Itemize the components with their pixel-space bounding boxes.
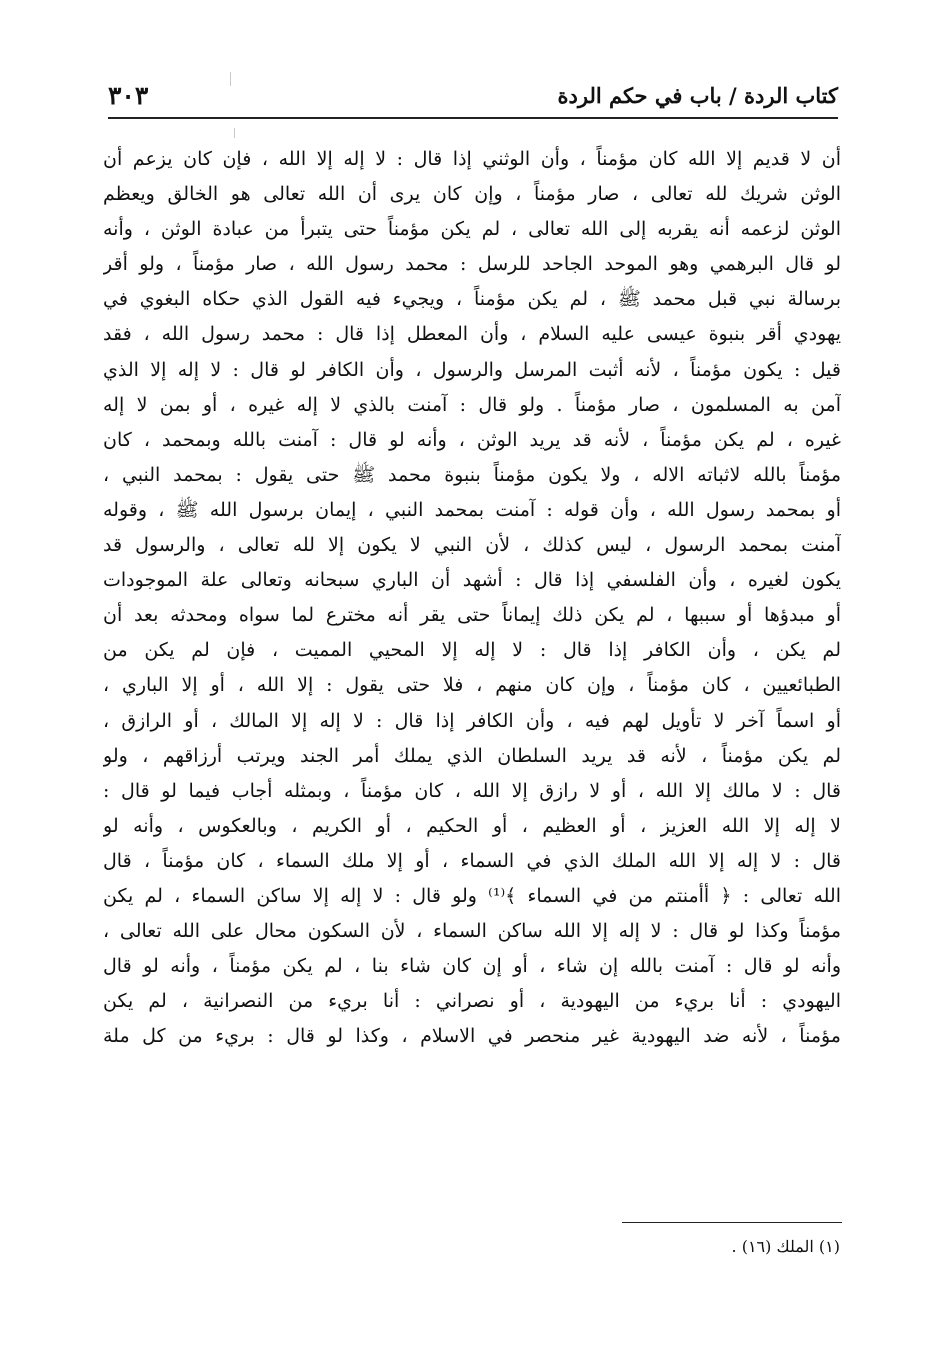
text-line: الله تعالى : ﴿ أأمنتم من في السماء ﴾⁽¹⁾ ولو قال : لا إله إلا ساكن السماء ، لم يكن — [103, 884, 841, 907]
text-line: قال : لا مالك إلا الله ، أو لا رازق إلا الله ، كان مؤمناً ، وبمثله أجاب فيما لو قال : — [103, 779, 841, 802]
page-number: ٣٠٣ — [108, 81, 149, 110]
text-line: أن لا قديم إلا الله كان مؤمناً ، وأن الوثني إذا قال : لا إله إلا الله ، فإن كان يزعم أن — [103, 148, 841, 170]
running-title: كتاب الردة / باب في حكم الردة — [557, 83, 838, 108]
page-header — [108, 78, 838, 114]
text-line: أو بمحمد رسول الله ، وأن قوله : آمنت بمحمد النبي ، إيمان برسول الله ﷺ ، وقوله — [103, 498, 841, 521]
text-line: لم يكن مؤمناً ، لأنه قد يريد السلطان الذي يملك أمر الجند ويرتب أرزاقهم ، ولو — [103, 744, 841, 767]
text-line: مؤمناً بالله لاثباته الاله ، ولا يكون مؤمناً بنبوة محمد ﷺ حتى يقول : بمحمد النبي ، — [103, 463, 841, 486]
text-line: قال : لا إله إلا الله الملك الذي في السماء ، أو إلا ملك السماء ، كان مؤمناً ، قال — [103, 849, 841, 872]
text-line: غيره ، لم يكن مؤمناً ، لأنه قد يريد الوثن ، وأنه لو قال : آمنت بالله وبمحمد ، كان — [103, 428, 841, 451]
text-line: لم يكن ، وأن الكافر إذا قال : لا إله إلا المحيي المميت ، فإن لم يكن من — [103, 639, 841, 662]
text-line: أو مبدؤها أو سببها ، لم يكن ذلك إيماناً حتى يقر أنه مخترع لما سواه ومحدثه بعد أن — [103, 604, 841, 627]
text-line: الوثن شريك لله تعالى ، صار مؤمناً ، وإن كان يرى أن الله تعالى هو الخالق ويعظم — [103, 183, 841, 206]
text-line: مؤمناً وكذا لو قال : لا إله إلا الله ساكن السماء ، لأن السكون محال على الله تعالى ، — [103, 920, 841, 943]
text-line: قيل : يكون مؤمناً ، لأنه أثبت المرسل والرسول ، وأن الكافر لو قال : لا إله إلا الذي — [103, 358, 841, 381]
text-line: آمنت بمحمد الرسول ، ليس كذلك ، لأن النبي لا يكون إلا لله تعالى ، والرسول قد — [103, 534, 841, 557]
text-line: مؤمناً ، لأنه ضد اليهودية غير منحصر في الاسلام ، وكذا لو قال : بريء من كل ملة — [103, 1025, 841, 1048]
text-line: الوثن لزعمه أنه يقربه إلى الله تعالى ، لم يكن مؤمناً حتى يتبرأ من عبادة الوثن ، وأنه — [103, 218, 841, 241]
text-line: أو اسماً آخر لا تأويل لهم فيه ، وأن الكافر إذا قال : لا إله إلا المالك ، أو الرازق ، — [103, 709, 841, 732]
text-line: وأنه لو قال : آمنت بالله إن شاء ، أو إن كان شاء بنا ، لم يكن مؤمناً ، وأنه لو قال — [103, 955, 841, 978]
text-line: الطبائعيين ، كان مؤمناً ، وإن كان منهم ، فلا حتى يقول : إلا الله ، أو إلا الباري ، — [103, 674, 841, 697]
text-line: آمن به المسلمون ، صار مؤمناً . ولو قال : آمنت بالذي لا إله غيره ، أو بمن لا إله — [103, 393, 841, 416]
text-line: اليهودي : أنا بريء من اليهودية ، أو نصراني : أنا بريء من النصرانية ، لم يكن — [103, 990, 841, 1013]
scan-mark — [234, 128, 235, 138]
footnote: (١) الملك (١٦) . — [731, 1237, 840, 1256]
text-line: يكون لغيره ، وأن الفلسفي إذا قال : أشهد أن الباري سبحانه وتعالى علة الموجودات — [103, 569, 841, 592]
header-rule — [108, 117, 838, 119]
text-line: يهودي أقر بنبوة عيسى عليه السلام ، وأن المعطل إذا قال : محمد رسول الله ، فقد — [103, 323, 841, 346]
footnote-rule — [622, 1222, 842, 1223]
body-text — [103, 142, 841, 1054]
text-line: برسالة نبي قبل محمد ﷺ ، لم يكن مؤمناً ، ويجيء فيه القول الذي حكاه البغوي في — [103, 288, 841, 311]
text-line: لا إله إلا الله العزيز ، أو العظيم ، أو الحكيم ، أو الكريم ، وبالعكوس ، وأنه لو — [103, 814, 841, 837]
text-line: لو قال البرهمي وهو الموحد الجاحد للرسل : محمد رسول الله ، صار مؤمناً ، ولو أقر — [103, 253, 841, 276]
